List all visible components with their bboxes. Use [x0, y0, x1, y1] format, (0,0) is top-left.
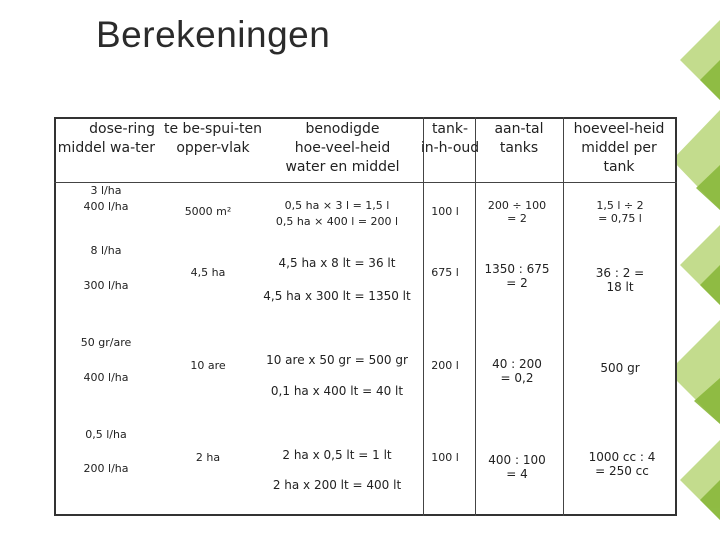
row4-dose-water: 200 l/ha [83, 462, 129, 475]
header-required-quantity: benodigde hoe-veel-heid water en middel [285, 121, 400, 175]
row3-tank-count: 40 : 200 = 0,2 [492, 357, 542, 386]
column-divider [563, 117, 564, 516]
header-tank-content: tank- in-h-oud [420, 121, 480, 156]
row2-dose-product: 8 l/ha [90, 244, 122, 257]
row3-dose-water: 400 l/ha [83, 371, 129, 384]
row4-tank: 100 l [431, 451, 459, 464]
row3-dose-product: 50 gr/are [80, 336, 132, 349]
row1-tank: 100 l [431, 205, 459, 218]
row4-dose-product: 0,5 l/ha [85, 428, 127, 441]
row4-per-tank: 1000 cc : 4 = 250 cc [588, 450, 656, 479]
row1-per-tank: 1,5 l ÷ 2 = 0,75 l [596, 199, 644, 226]
row2-calc-water: 4,5 ha x 300 lt = 1350 lt [263, 289, 411, 303]
row3-area: 10 are [190, 359, 226, 372]
header-divider [54, 182, 677, 183]
header-amount-per-tank: hoeveel-heid middel per tank [573, 121, 665, 175]
header-number-of-tanks: aan-tal tanks [494, 121, 544, 156]
row1-calc-water: 0,5 ha × 400 l = 200 l [275, 215, 399, 228]
slide-title: Berekeningen [96, 14, 331, 55]
row2-dose-water: 300 l/ha [83, 279, 129, 292]
header-area: te be-spui-ten opper-vlak [163, 121, 263, 156]
row2-tank: 675 l [431, 266, 459, 279]
row1-calc-product: 0,5 ha × 3 l = 1,5 l [284, 199, 390, 212]
row1-dose-water: 400 l/ha [83, 200, 129, 213]
row3-calc-water: 0,1 ha x 400 lt = 40 lt [270, 384, 404, 398]
row4-calc-water: 2 ha x 200 lt = 400 lt [272, 478, 402, 492]
row1-area: 5000 m² [184, 205, 232, 218]
header-dose-rate: dose-ring middel wa-ter [57, 121, 155, 156]
row1-tank-count: 200 ÷ 100 = 2 [487, 199, 547, 226]
row2-per-tank: 36 : 2 = 18 lt [595, 266, 645, 295]
row2-calc-product: 4,5 ha x 8 lt = 36 lt [278, 256, 396, 270]
row4-tank-count: 400 : 100 = 4 [488, 453, 546, 482]
row3-tank: 200 l [431, 359, 459, 372]
row1-dose-product: 3 l/ha [90, 184, 122, 197]
row2-area: 4,5 ha [190, 266, 226, 279]
row2-tank-count: 1350 : 675 = 2 [484, 262, 550, 291]
row4-calc-product: 2 ha x 0,5 lt = 1 lt [282, 448, 392, 462]
column-divider [475, 117, 476, 516]
row4-area: 2 ha [195, 451, 221, 464]
row3-per-tank: 500 gr [600, 361, 640, 375]
row3-calc-product: 10 are x 50 gr = 500 gr [266, 353, 408, 367]
